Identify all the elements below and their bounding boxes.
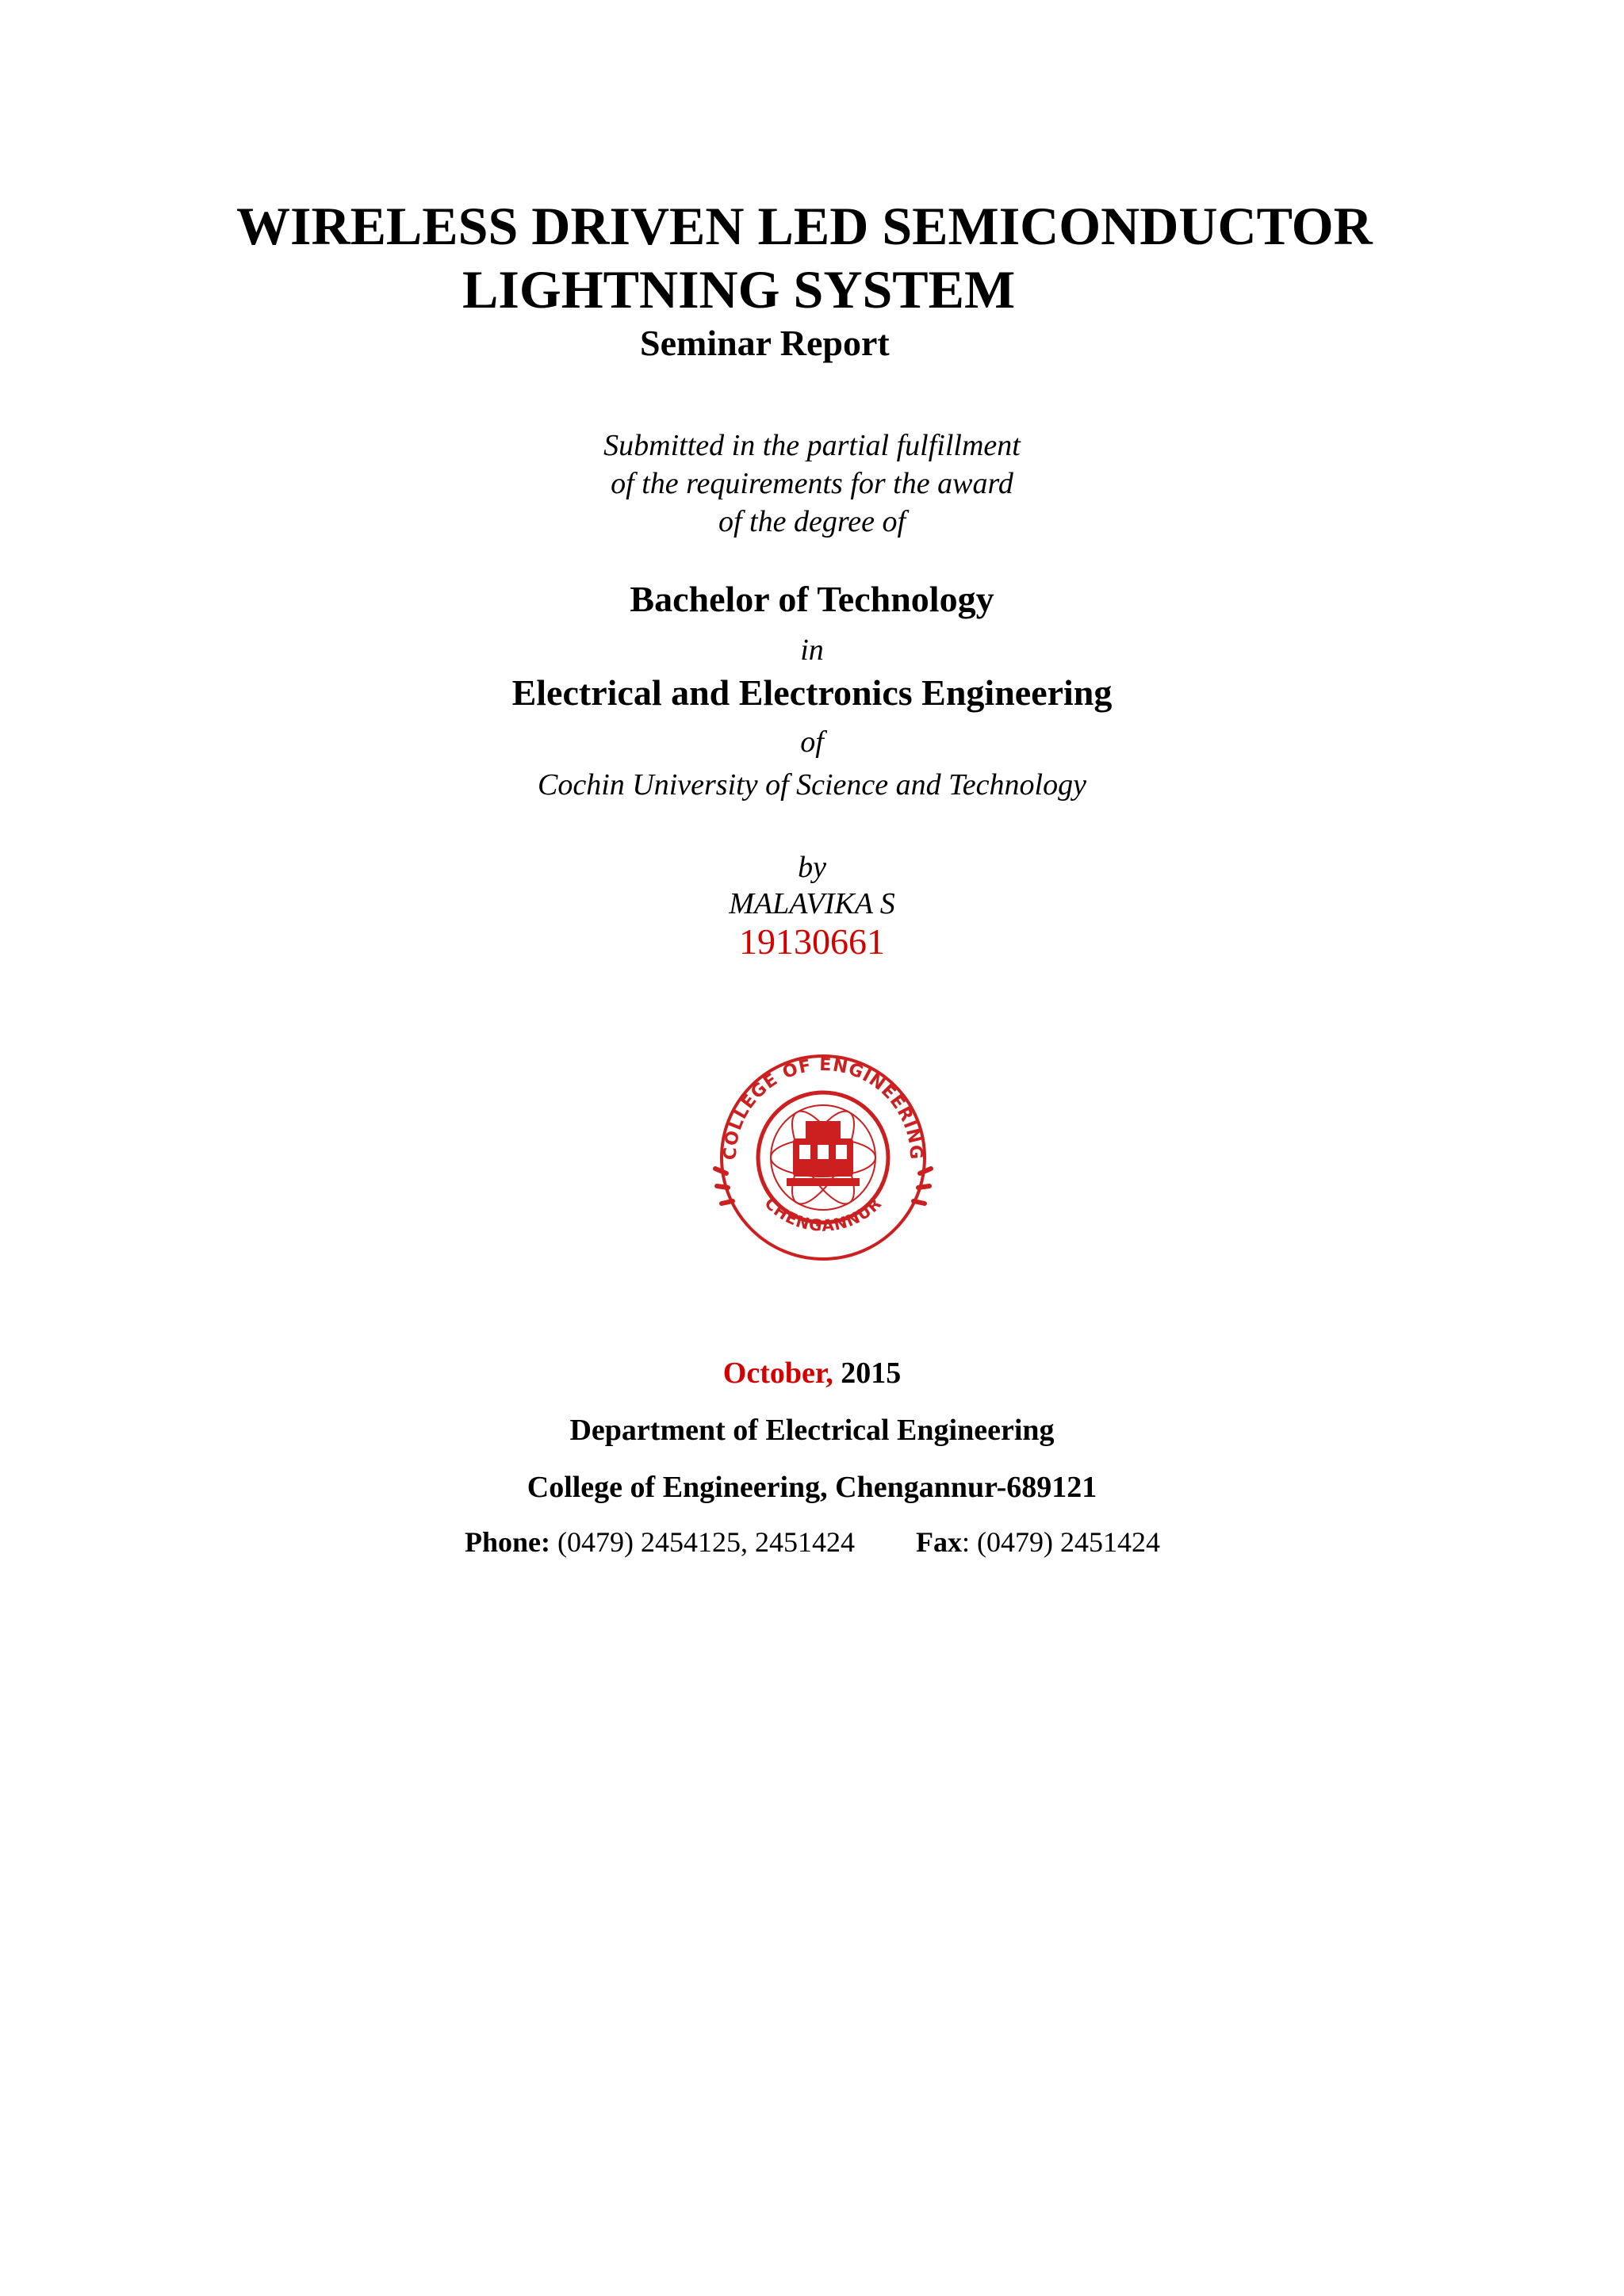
submission-line-1: Submitted in the partial fulfillment: [603, 429, 1021, 462]
degree-in: in: [800, 633, 824, 667]
department-name: Department of Electrical Engineering: [569, 1414, 1055, 1447]
seal-bottom-text: CHENGANNUR: [760, 1193, 886, 1235]
report-month: October,: [722, 1357, 833, 1390]
title-line-1: WIRELESS DRIVEN LED SEMICONDUCTOR: [236, 196, 1373, 256]
fax-label: Fax: [916, 1526, 962, 1558]
subtitle: Seminar Report: [640, 323, 890, 363]
author-name: MALAVIKA S: [729, 887, 895, 920]
submission-line-3: of the degree of: [718, 505, 906, 538]
phone-label: Phone:: [465, 1526, 550, 1558]
submission-line-2: of the requirements for the award: [611, 467, 1013, 500]
report-year: 2015: [841, 1357, 902, 1390]
title-line-2: LIGHTNING SYSTEM: [462, 259, 1016, 320]
fax-value: : (0479) 2451424: [962, 1526, 1160, 1558]
seal-top-text: COLLEGE OF ENGINEERING: [720, 1054, 926, 1161]
phone-value: (0479) 2454125, 2451424: [557, 1526, 855, 1558]
college-seal-logo: [704, 1039, 942, 1276]
degree-of: of: [800, 725, 824, 759]
degree-name: Bachelor of Technology: [630, 579, 994, 619]
contact-phone: [465, 1524, 855, 1560]
svg-text:CHENGANNUR: [760, 1193, 885, 1234]
degree-branch: Electrical and Electronics Engineering: [511, 672, 1113, 713]
report-date: [0, 1354, 1624, 1392]
author-roll-number: 19130661: [739, 921, 885, 962]
college-address: College of Engineering, Chengannur-689121: [527, 1471, 1097, 1504]
university-name: Cochin University of Science and Technology: [538, 768, 1086, 802]
contact-fax: [916, 1524, 1160, 1560]
author-by: by: [798, 851, 826, 884]
